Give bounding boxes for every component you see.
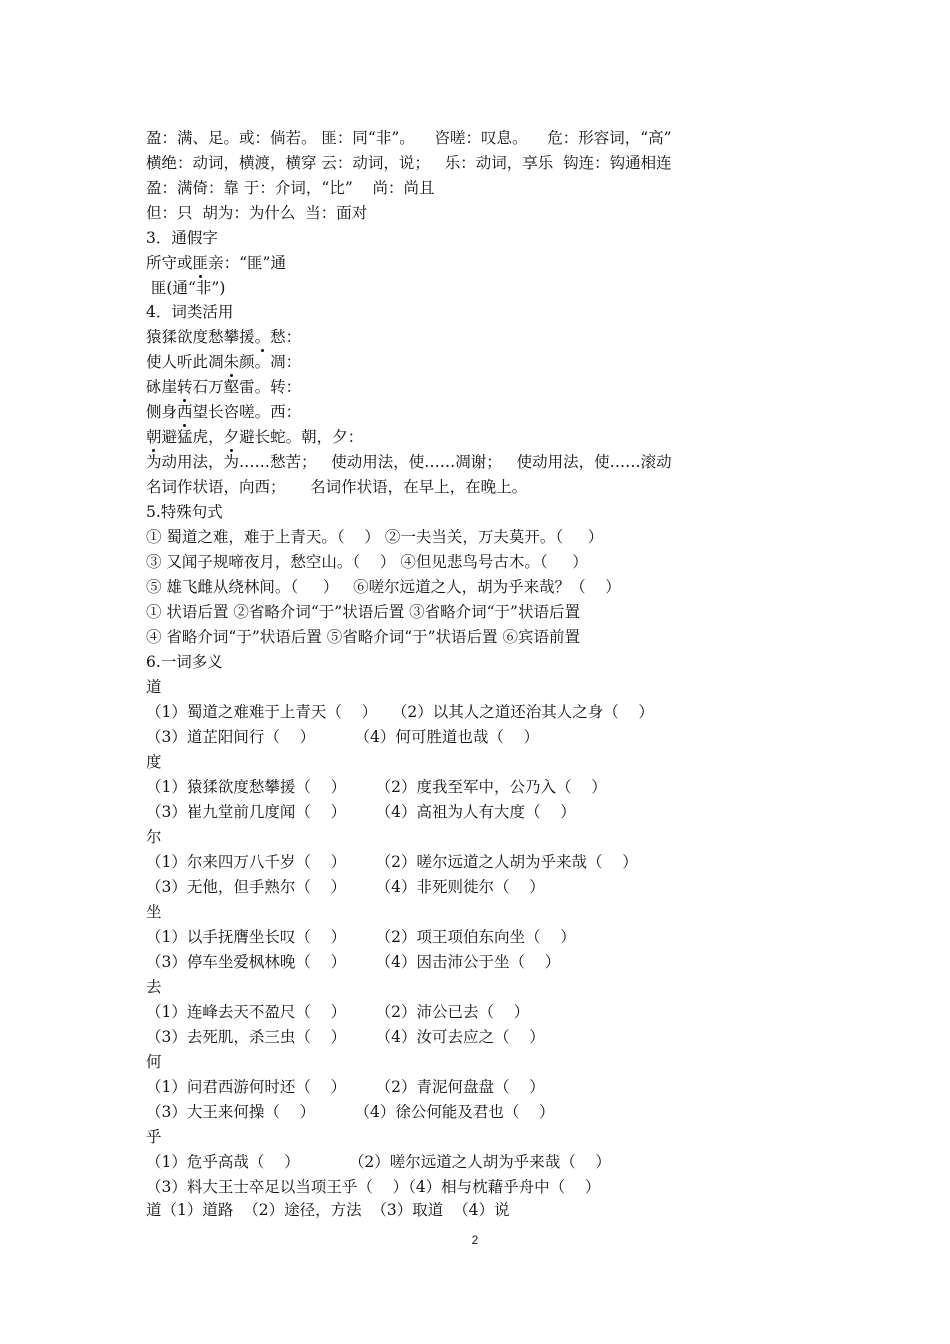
text-line: 尔 — [146, 828, 162, 846]
text-line: （3）大王来何操（ ） （4）徐公何能及君也（ ） — [146, 1103, 555, 1121]
emphasis-dot-char: 朱 — [223, 353, 240, 371]
text-line: 匪(通“非”) — [146, 279, 226, 297]
text-line: 猿猱欲度愁攀援。愁： — [146, 328, 302, 346]
emphasis-dot-char: 转 — [177, 378, 193, 396]
text-line: （3）崔九堂前几度闻（ ） （4）高祖为人有大度（ ） — [146, 803, 576, 821]
text-line: 朝避猛虎，夕避长蛇。朝，夕： — [146, 428, 364, 446]
text-line: （3）去死肌，杀三虫（ ） （4）汝可去应之（ ） — [146, 1028, 545, 1046]
text-line: ⑤ 雄飞雌从绕林间。（ ） ⑥嗟尔远道之人，胡为乎来哉？（ ） — [146, 578, 621, 596]
text-line: （1）问君西游何时还（ ） （2）青泥何盘盘（ ） — [146, 1078, 545, 1096]
text-line: 6.一词多义 — [146, 653, 223, 671]
text-line: 坐 — [146, 903, 162, 921]
text-line: 道 — [146, 678, 162, 696]
text-line: 道（1）道路 （2）途径，方法 （3）取道 （4）说 — [146, 1201, 510, 1219]
text-line: 4．词类活用 — [146, 303, 234, 321]
text-line: 乎 — [146, 1128, 162, 1146]
text-line: ① 状语后置 ②省略介词“于”状语后置 ③省略介词“于”状语后置 — [146, 603, 580, 621]
text-line: （1）危乎高哉（ ） （2）嗟尔远道之人胡为乎来哉（ ） — [146, 1153, 611, 1171]
page-number: 2 — [471, 1233, 479, 1247]
emphasis-dot-char: 西 — [177, 403, 193, 421]
emphasis-dot-char: 匪 — [192, 254, 209, 272]
text-line: 横绝：动词，横渡，横穿 云：动词，说； 乐：动词，享乐 钩连：钩通相连 — [146, 154, 672, 172]
text-line: （3）停车坐爱枫林晚（ ） （4）因击沛公于坐（ ） — [146, 953, 561, 971]
text-line: （1）连峰去天不盈尺（ ） （2）沛公已去（ ） — [146, 1003, 530, 1021]
text-line: ① 蜀道之难，难于上青天。（ ） ②一夫当关，万夫莫开。（ ） — [146, 528, 604, 546]
text-line: （1）尔来四万八千岁（ ） （2）嗟尔远道之人胡为乎来哉（ ） — [146, 853, 638, 871]
text-line: 盈：满、足。或：倘若。 匪：同“非”。 咨嗟：叹息。 危：形容词，“高” — [146, 129, 672, 147]
text-line: （3）道芷阳间行（ ） （4）何可胜道也哉（ ） — [146, 728, 540, 746]
text-line: 使人听此凋朱颜。凋： — [146, 353, 302, 371]
text-line: （1）猿猱欲度愁攀援（ ） （2）度我至军中，公乃入（ ） — [146, 778, 607, 796]
text-line: （1）以手抚膺坐长叹（ ） （2）项王项伯东向坐（ ） — [146, 928, 576, 946]
text-line: （3）料大王士卒足以当项王乎（ ）（4）相与枕藉乎舟中（ ） — [146, 1178, 601, 1196]
text-line: 为动用法，为……愁苦； 使动用法，使……凋谢； 使动用法，使……滚动 — [146, 453, 672, 471]
text-line: 但：只 胡为：为什么 当：面对 — [146, 204, 368, 222]
text-line: （1）蜀道之难难于上青天（ ） （2）以其人之道还治其人之身（ ） — [146, 703, 654, 721]
text-line: 所守或匪亲：“匪”通 — [146, 254, 286, 272]
text-line: 侧身西望长咨嗟。西： — [146, 403, 302, 421]
text-line: 名词作状语，向西； 名词作状语，在早上，在晚上。 — [146, 478, 528, 496]
text-line: ③ 又闻子规啼夜月，愁空山。（ ） ④但见悲鸟号古木。（ ） — [146, 553, 588, 571]
text-line: 盈：满倚：靠 于：介词，“比” 尚：尚且 — [146, 179, 435, 197]
emphasis-dot-char: 朝 — [146, 428, 162, 446]
text-line: 何 — [146, 1053, 162, 1071]
text-line: 5.特殊句式 — [146, 503, 223, 521]
text-line: （3）无他，但手熟尔（ ） （4）非死则徙尔（ ） — [146, 878, 545, 896]
text-line: ④ 省略介词“于”状语后置 ⑤省略介词“于”状语后置 ⑥宾语前置 — [146, 628, 580, 646]
text-line: 3．通假字 — [146, 229, 218, 247]
text-line: 砯崖转石万壑雷。转： — [146, 378, 302, 396]
text-line: 去 — [146, 978, 162, 996]
text-line: 度 — [146, 753, 162, 771]
emphasis-dot-char: 夕 — [223, 428, 240, 446]
emphasis-dot-char: 。 — [254, 328, 271, 346]
